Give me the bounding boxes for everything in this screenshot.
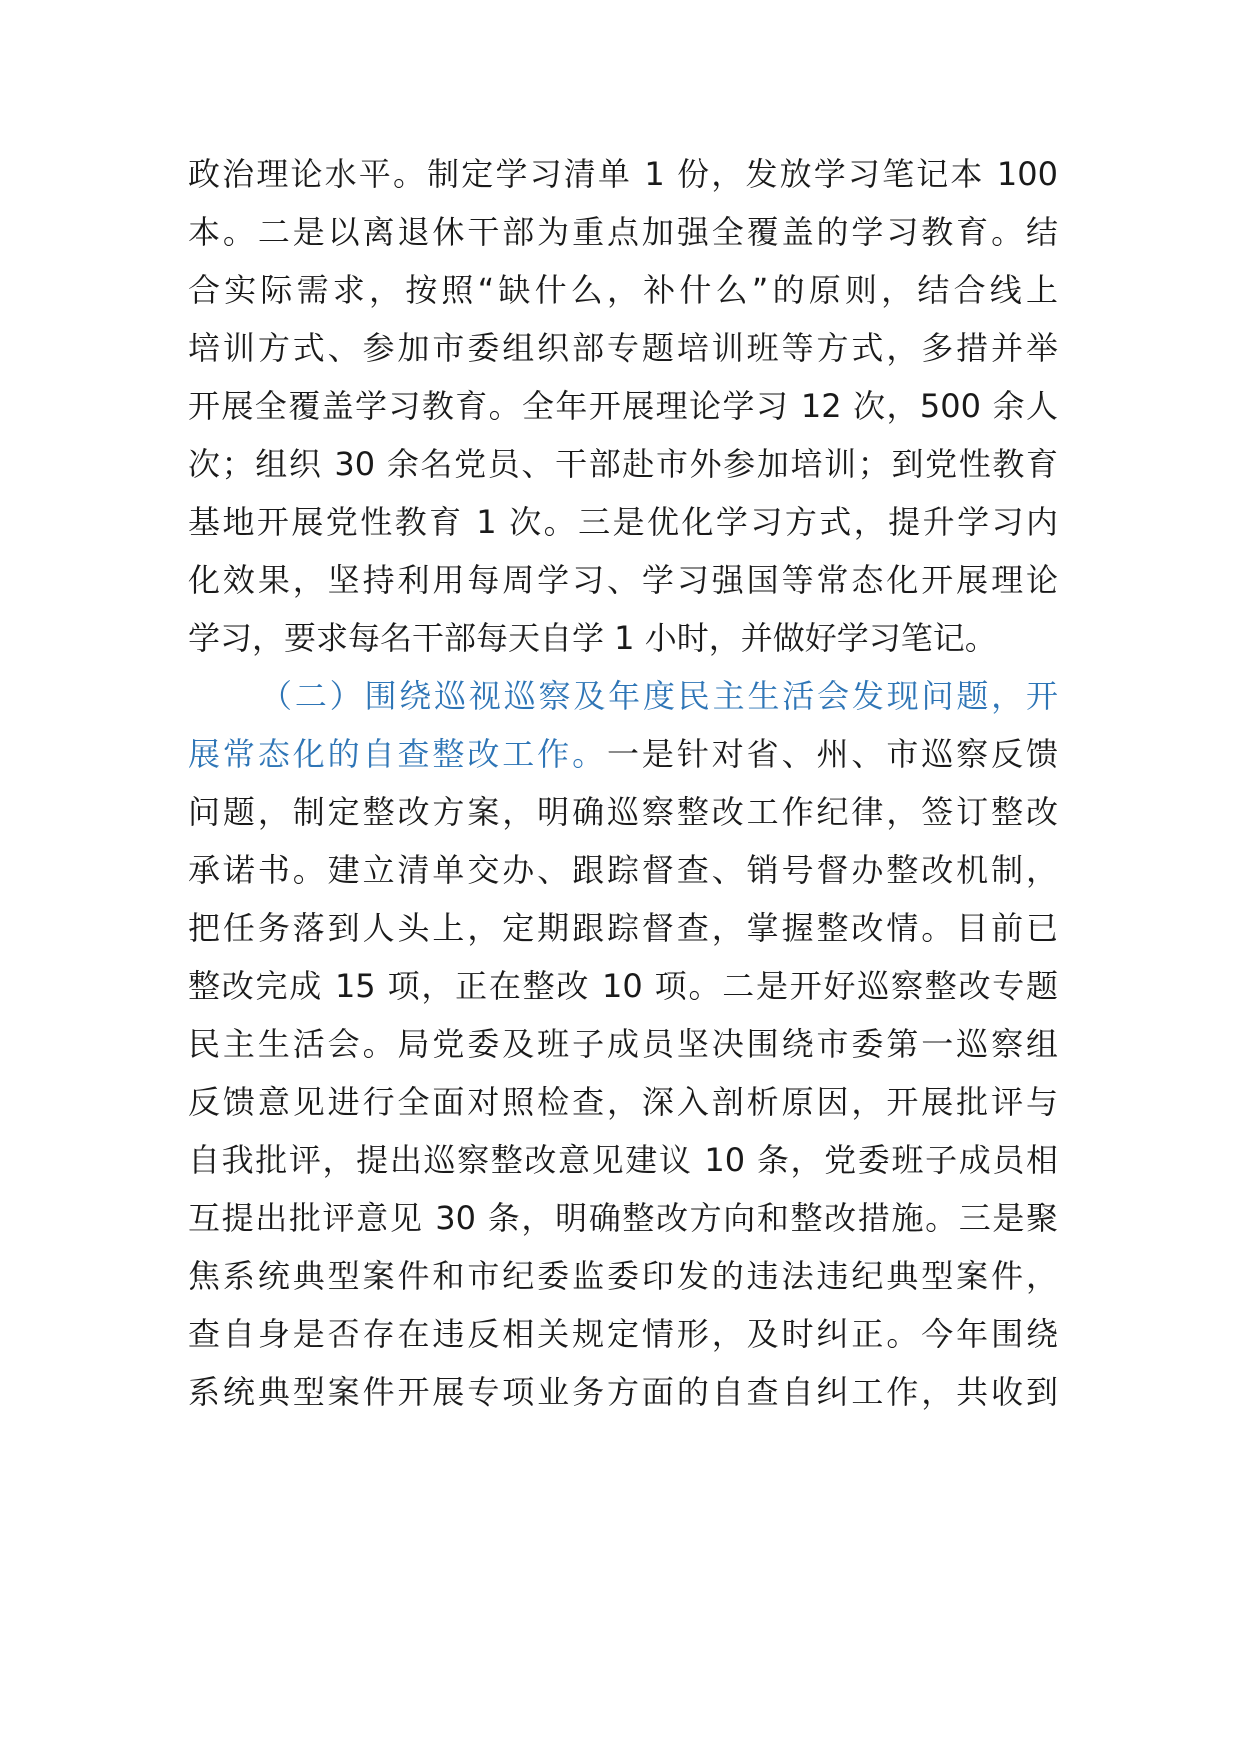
paragraph-line: 系统典型案件开展专项业务方面的自查自纠工作，共收到 — [188, 1373, 1058, 1411]
paragraph-line: 承诺书。建立清单交办、跟踪督查、销号督办整改机制， — [188, 851, 1058, 889]
paragraph-line: 学习，要求每名干部每天自学 1 小时，并做好学习笔记。 — [188, 619, 997, 657]
paragraph-line: 次；组织 30 余名党员、干部赴市外参加培训；到党性教育 — [188, 445, 1058, 483]
paragraph-line: 反馈意见进行全面对照检查，深入剖析原因，开展批评与 — [188, 1083, 1058, 1121]
paragraph-line: 本。二是以离退休干部为重点加强全覆盖的学习教育。结 — [188, 213, 1058, 251]
paragraph-line: 互提出批评意见 30 条，明确整改方向和整改措施。三是聚 — [188, 1199, 1058, 1237]
paragraph-line: 开展全覆盖学习教育。全年开展理论学习 12 次，500 余人 — [188, 387, 1058, 425]
paragraph-line: 合实际需求，按照“缺什么，补什么”的原则，结合线上 — [188, 271, 1058, 309]
paragraph-line: 自我批评，提出巡察整改意见建议 10 条，党委班子成员相 — [188, 1141, 1058, 1179]
paragraph-line: 培训方式、参加市委组织部专题培训班等方式，多措并举 — [188, 329, 1058, 367]
paragraph-line — [188, 722, 1058, 786]
paragraph-line: 查自身是否存在违反相关规定情形，及时纠正。今年围绕 — [188, 1315, 1058, 1353]
paragraph-line: 焦系统典型案件和市纪委监委印发的违法违纪典型案件， — [188, 1257, 1058, 1295]
paragraph-line: 整改完成 15 项，正在整改 10 项。二是开好巡察整改专题 — [188, 967, 1058, 1005]
paragraph-line: 把任务落到人头上，定期跟踪督查，掌握整改情。目前已 — [188, 909, 1058, 947]
section-heading-continued: 展常态化的自查整改工作。 — [188, 735, 607, 773]
paragraph-line: 问题，制定整改方案，明确巡察整改工作纪律，签订整改 — [188, 793, 1058, 831]
paragraph-line: 化效果，坚持利用每周学习、学习强国等常态化开展理论 — [188, 561, 1058, 599]
section-heading: （二）围绕巡视巡察及年度民主生活会发现问题，开 — [260, 677, 1058, 715]
paragraph-text: 一是针对省、州、市巡察反馈 — [607, 735, 1058, 773]
paragraph-line: 民主生活会。局党委及班子成员坚决围绕市委第一巡察组 — [188, 1025, 1058, 1063]
paragraph-line: 基地开展党性教育 1 次。三是优化学习方式，提升学习内 — [188, 503, 1058, 541]
paragraph-line: 政治理论水平。制定学习清单 1 份，发放学习笔记本 100 — [188, 155, 1058, 193]
